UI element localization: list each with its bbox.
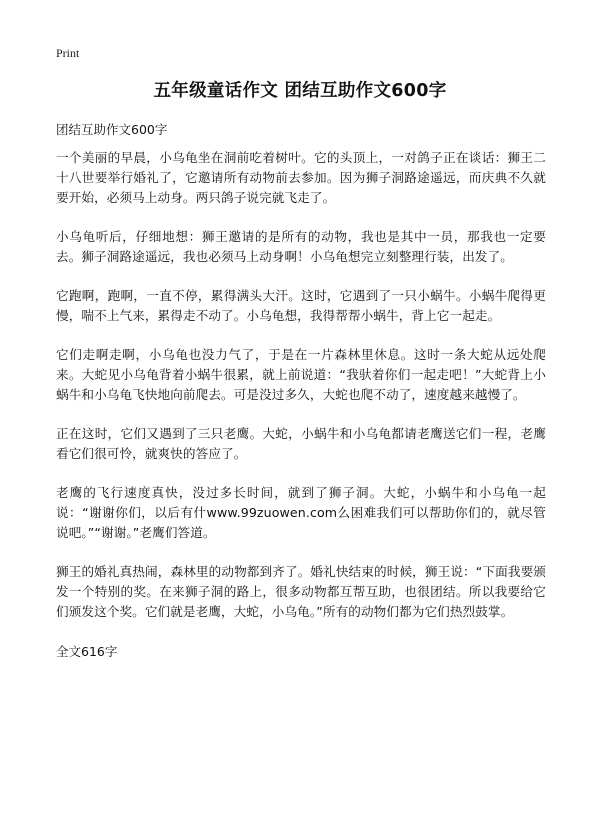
- paragraph-5: 正在这时，它们又遇到了三只老鹰。大蛇，小蜗牛和小乌龟都请老鹰送它们一程，老鹰看它们很可怜，就爽快的答应了。: [56, 426, 546, 461]
- print-link[interactable]: Print: [56, 46, 80, 60]
- article-body: [56, 148, 546, 641]
- paragraph-1: 一个美丽的早晨，小乌龟坐在洞前吃着树叶。它的头顶上，一对鸽子正在谈话：狮王二十八世要举行婚礼了，它邀请所有动物前去参加。因为狮子洞路途遥远，而庆典不久就要开始，必须马上动身。两只鸽子说完就飞走了。: [56, 150, 546, 205]
- paragraph-6: 老鹰的飞行速度真快，没过多长时间，就到了狮子洞。大蛇，小蜗牛和小乌龟一起说：“谢谢你们，以后有什www.99zuowen.com么困难我们可以帮助你们的，就尽管说吧。”“谢谢。”老鹰们答道。: [56, 485, 546, 540]
- paragraph-7: 狮王的婚礼真热闹，森林里的动物都到齐了。婚礼快结束的时候，狮王说：“下面我要颁发一个特别的奖。在来狮子洞的路上，很多动物都互帮互助，也很团结。所以我要给它们颁发这个奖。它们就是老鹰，大蛇，小乌龟。”所有的动物们都为它们热烈鼓掌。: [56, 564, 546, 619]
- article-title: 五年级童话作文 团结互助作文600字: [153, 81, 447, 101]
- paragraph-3: 它跑啊，跑啊，一直不停，累得满头大汗。这时，它遇到了一只小蜗牛。小蜗牛爬得更慢，喘不上气来，累得走不动了。小乌龟想，我得帮帮小蜗牛，背上它一起走。: [56, 288, 546, 323]
- paragraph-2: 小乌龟听后，仔细地想：狮王邀请的是所有的动物，我也是其中一员，那我也一定要去。狮子洞路途遥远，我也必须马上动身啊！小乌龟想完立刻整理行装，出发了。: [56, 229, 546, 264]
- paragraph-4: 它们走啊走啊，小乌龟也没力气了，于是在一片森林里休息。这时一条大蛇从远处爬来。大蛇见小乌龟背着小蜗牛很累，就上前说道：“我驮着你们一起走吧！”大蛇背上小蜗牛和小乌龟飞快地向前爬去。可是没过多久，大蛇也爬不动了，速度越来越慢了。: [56, 347, 546, 402]
- word-count: 全文616字: [56, 644, 118, 659]
- article-subtitle: 团结互助作文600字: [56, 122, 168, 137]
